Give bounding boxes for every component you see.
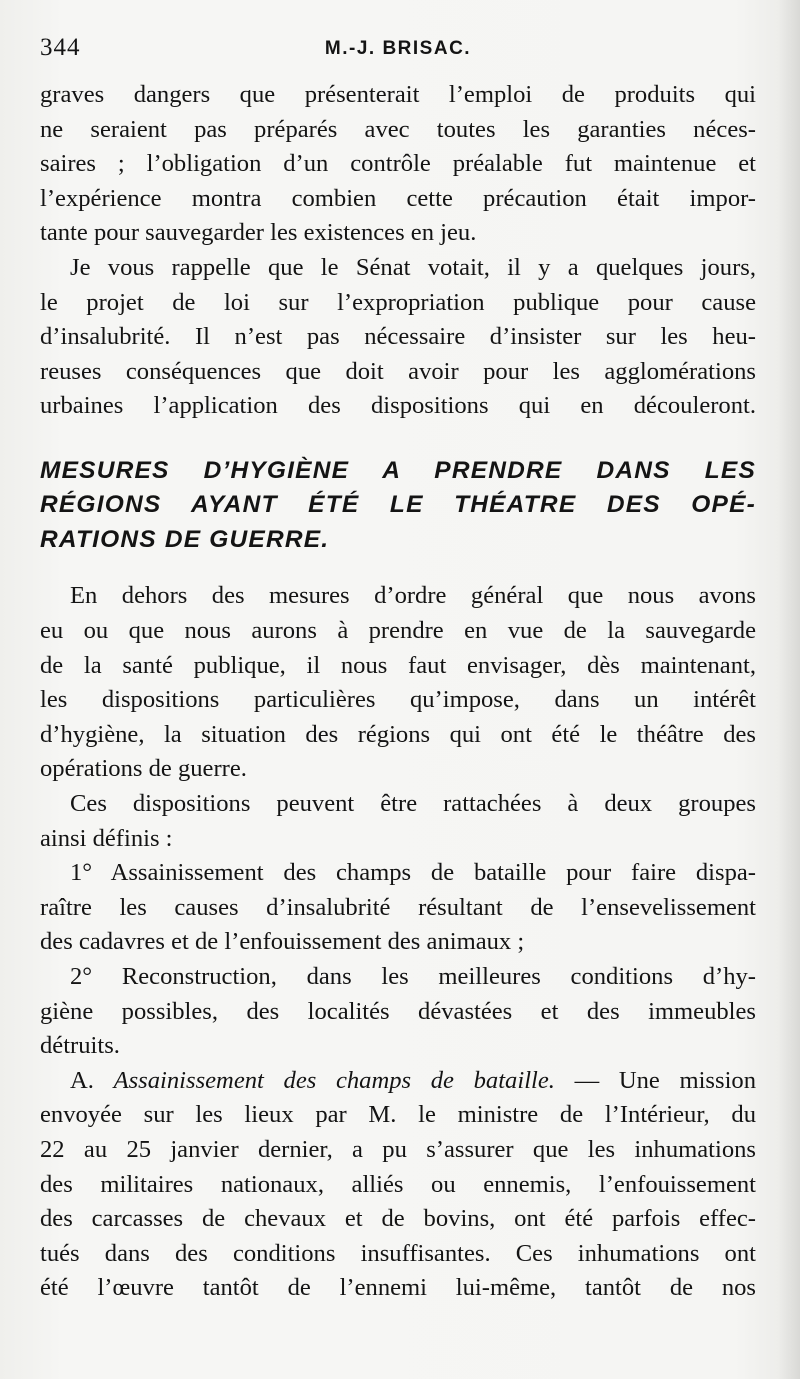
text-line: de la santé publique, il nous faut envisager, dès maintenant, <box>40 651 756 679</box>
text-line: raître les causes d’insalubrité résultant de l’ensevelissement <box>40 893 756 921</box>
running-head: M.-J. BRISAC. <box>324 38 472 59</box>
text-line: graves dangers que présenterait l’emploi de produits qui <box>40 81 756 108</box>
text-line: des carcasses de chevaux et de bovins, ont été parfois effec- <box>40 1205 756 1233</box>
text-line: En dehors des mesures d’ordre général que nous avons <box>70 582 756 610</box>
heading-line: MESURES D’HYGIÈNE A PRENDRE DANS LES <box>40 456 756 484</box>
heading-line: RÉGIONS AYANT ÉTÉ LE THÉATRE DES OPÉ- <box>40 491 756 519</box>
text-line: envoyée sur les lieux par M. le ministre de l’Intérieur, du <box>40 1101 756 1129</box>
page-header <box>40 34 756 64</box>
italic-subheading: Assainissement des champs de bataille. <box>113 1066 555 1094</box>
paragraph-en-dehors <box>40 579 756 787</box>
paragraph-assainissement <box>40 1064 756 1306</box>
text-line: 22 au 25 janvier dernier, a pu s’assurer que les inhumations <box>40 1135 756 1163</box>
text-line: les dispositions particulières qu’impose, dans un intérêt <box>40 686 756 714</box>
text-line: urbaines l’application des dispositions qui en découleront. <box>40 392 756 420</box>
text-line: opérations de guerre. <box>40 755 247 783</box>
text-line: ne seraient pas préparés avec toutes les garanties néces- <box>40 115 756 143</box>
text-line: l’expérience montra combien cette précaution était impor- <box>40 184 756 212</box>
text-line <box>40 1064 756 1099</box>
text-line: d’hygiène, la situation des régions qui ont été le théâtre des <box>40 720 756 748</box>
text-line: saires ; l’obligation d’un contrôle préalable fut maintenue et <box>40 150 756 178</box>
paragraph-ces-dispositions <box>40 787 756 856</box>
text-line: été l’œuvre tantôt de l’ennemi lui-même, tantôt de nos <box>40 1274 756 1302</box>
text-line: 1° Assainissement des champs de bataille pour faire dispa- <box>70 859 756 887</box>
text-line: Je vous rappelle que le Sénat votait, il y a quelques jours, <box>70 253 756 281</box>
text-line: tante pour sauvegarder les existences en jeu. <box>40 219 477 247</box>
text-line: d’insalubrité. Il n’est pas nécessaire d’insister sur les heu- <box>40 323 756 351</box>
page-number: 344 <box>40 34 81 61</box>
text-line: tués dans des conditions insuffisantes. Ces inhumations ont <box>40 1239 756 1267</box>
text-fragment: — Une mission <box>554 1066 756 1094</box>
text-line: des cadavres et de l’enfouissement des animaux ; <box>40 928 525 956</box>
text-line: giène possibles, des localités dévastées et des immeubles <box>40 997 756 1025</box>
text-line: le projet de loi sur l’expropriation publique pour cause <box>40 288 756 316</box>
paragraph-continuation <box>40 78 756 251</box>
text-line: eu ou que nous aurons à prendre en vue de la sauvegarde <box>40 617 756 645</box>
list-item-1 <box>40 856 756 960</box>
paragraph-senat <box>40 251 756 424</box>
section-letter: A. <box>70 1066 114 1094</box>
text-line: reuses conséquences que doit avoir pour les agglomérations <box>40 357 756 385</box>
heading-line: RATIONS DE GUERRE. <box>40 525 330 553</box>
page-body <box>40 78 756 1306</box>
text-line: ainsi définis : <box>40 824 173 852</box>
list-item-2 <box>40 960 756 1064</box>
text-line: des militaires nationaux, alliés ou ennemis, l’enfouissement <box>40 1170 756 1198</box>
text-line: Ces dispositions peuvent être rattachées à deux groupes <box>70 790 756 817</box>
text-line: 2° Reconstruction, dans les meilleures conditions d’hy- <box>70 962 756 990</box>
text-line: détruits. <box>40 1032 120 1060</box>
page-edge-shadow <box>778 0 800 1379</box>
section-heading <box>40 454 756 558</box>
